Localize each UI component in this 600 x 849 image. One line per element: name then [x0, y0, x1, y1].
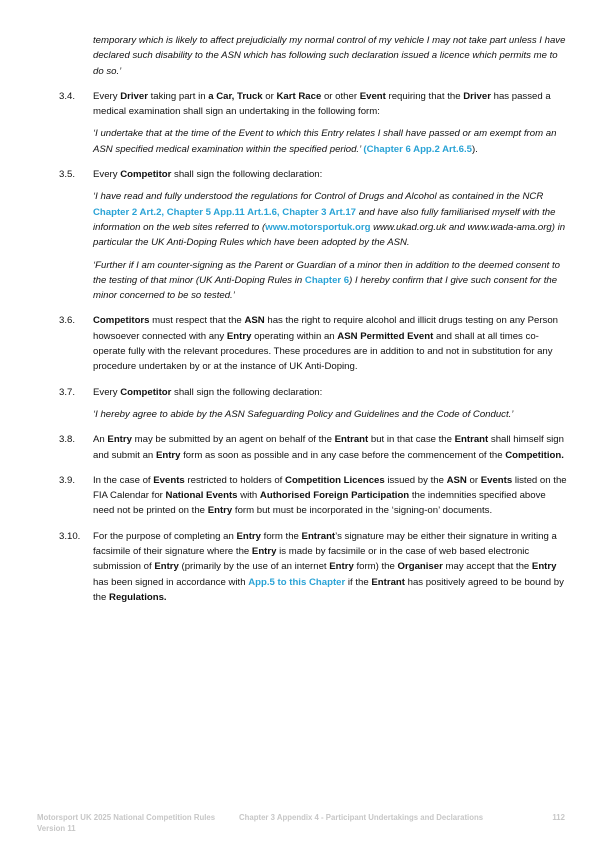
section-number: 3.5. [59, 169, 76, 181]
drugs-declaration-quote: ‘I have read and fully understood the regulations for Control of Drugs and Alcohol as contained in the NCR Chapter 2 Art.2, Chapter 5 App.11 Art.1.6, Chapter 3 Art.17 and have also fully familiarised myself with the information on the web sites referred to (www.motorsportuk.org www.ukad.org.uk and www.wada-ama.org) in particular the UK Anti-Doping Rules which have been adopted by the ASN. [93, 191, 566, 249]
section-number: 3.10. [59, 530, 81, 542]
section-3-6 [59, 313, 568, 374]
safeguarding-quote: ‘I hereby agree to abide by the ASN Safeguarding Policy and Guidelines and the Code of Conduct.’ [93, 408, 514, 420]
section-3-9 [59, 473, 568, 519]
footer-chapter-title: Chapter 3 Appendix 4 - Participant Undertakings and Declarations [239, 813, 484, 822]
section-paragraph: An Entry may be submitted by an agent on behalf of the Entrant but in that case the Entrant shall himself sign and submit an Entry form as soon as possible and in any case before the commencement of the Competition. [93, 434, 564, 461]
section-paragraph: Every Competitor shall sign the following declaration: [93, 386, 323, 398]
intro-quote: temporary which is likely to affect prejudicially my normal control of my vehicle I may not take part unless I have declared such disability to the ASN which has following such declaration issued a licence which permits me to do so.’ [93, 35, 566, 77]
footer-version: Version 11 [37, 824, 76, 833]
ncr-chapter-links[interactable]: Chapter 2 Art.2, Chapter 5 App.11 Art.1.6, Chapter 3 Art.17 [93, 206, 357, 218]
medical-undertaking-quote: ‘I undertake that at the time of the Event to which this Entry relates I shall have passed or am exempt from an ASN specified medical examination within the specified period.’ (Chapter 6 App.2 Art.6.5). [93, 128, 557, 155]
content-body [59, 33, 568, 605]
chapter6-app2-link[interactable]: Chapter 6 App.2 Art.6.5 [366, 143, 472, 155]
section-3-8 [59, 432, 568, 463]
section-number: 3.4. [59, 90, 76, 102]
ref-open: ( [363, 143, 367, 155]
section-number: 3.8. [59, 434, 76, 446]
footer-document-info [37, 812, 215, 834]
section-number: 3.7. [59, 386, 76, 398]
section-3-5 [59, 167, 568, 303]
section-paragraph: For the purpose of completing an Entry form the Entrant’s signature may be either their signature in writing a facsimile of their signature where the Entry is made by facsimile or in the case of web based electronic submission of Entry (primarily by the use of an internet Entry form) the Organiser may accept that the Entry has been signed in accordance with App.5 to this Chapter if the Entrant has positively agreed to be bound by the Regulations. [93, 530, 564, 603]
section-number: 3.6. [59, 315, 76, 327]
section-number: 3.9. [59, 474, 76, 486]
motorsportuk-link[interactable]: www.motorsportuk.org [265, 221, 371, 233]
guardian-consent-quote: ‘Further if I am counter-signing as the Parent or Guardian of a minor then in addition to the deemed consent to the testing of that minor (UK Anti-Doping Rules in Chapter 6) I hereby confirm that I give such consent for the minor concerned to be so tested.’ [93, 259, 560, 302]
section-3-10 [59, 529, 568, 605]
app5-chapter-link[interactable]: App.5 to this Chapter [248, 576, 346, 588]
section-paragraph: Every Competitor shall sign the following declaration: [93, 169, 323, 181]
section-paragraph: In the case of Events restricted to holders of Competition Licences issued by the ASN or Events listed on the FIA Calendar for National Events with Authorised Foreign Participation the indemnities specified above need not be printed on the Entry form but must be incorporated in the ‘signing-on’ documents. [93, 474, 567, 517]
section-3-4 [59, 89, 568, 157]
chapter6-link[interactable]: Chapter 6 [304, 274, 350, 286]
section-3-7 [59, 385, 568, 423]
ref-close: ). [471, 143, 478, 155]
page-number: 112 [552, 813, 565, 822]
footer-title: Motorsport UK 2025 National Competition Rules [37, 813, 216, 822]
section-paragraph: Every Driver taking part in a Car, Truck or Kart Race or other Event requiring that the Driver has passed a medical examination shall sign an undertaking in the following form: [93, 90, 551, 118]
section-paragraph: Competitors must respect that the ASN has the right to require alcohol and illicit drugs testing on any Person howsoever connected with any Entry operating within an ASN Permitted Event and shall at all times co- operate fully with the relevant procedures. These procedures are in addition to and not in substitution for any procedure undertaken by or at the instance of UK Anti-Doping. [93, 315, 559, 373]
